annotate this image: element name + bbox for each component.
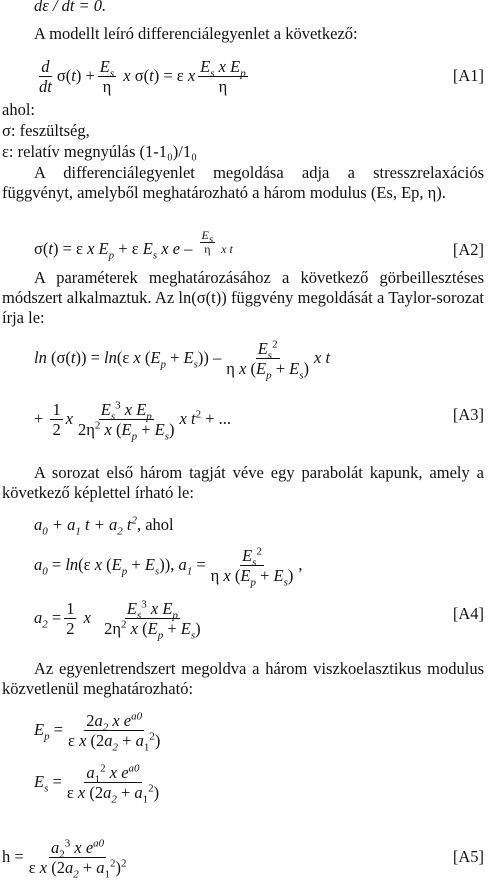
equation-a2: σ(t) = ε x $E_p + \varepsilon$ $E_s$ x e – $\frac{E_s}{\eta}$ x t [34,227,233,262]
paragraph-2: A differenciálegyenlet megoldása adja a stresszrelaxációs függvényt, amelyből meghatározható a három modulus (Es, Ep, η). [2,163,484,202]
equation-h-lhs: h = [2,847,24,866]
equation-a1: $\frac{d}{dt}$ σ(t) + $\frac{E_s}{\eta}$ x σ(t) = ε x $\frac{E_s x E_p}{\eta}$ [39,56,246,96]
equation-a3-line2: + $\frac{1}{2}$ x $\frac{E_s^3 x E_p}{2\eta^2 x (E_p + E_s)}$ x $t^2$ + ... [34,399,231,442]
equation-a4-line3: $a_2$ = $\frac{1}{2}$ x $\frac{E_s^3 x E_p}{2\eta^2 x (E_p + E_s)}$ [34,598,201,641]
paragraph-3: A paraméterek meghatározásához a következő görbeillesztéses módszert alkalmaztuk. Az ln(σ(t)) függvény megoldását a Taylor-sorozat írja le: [2,268,484,327]
text-line-0: dε / dt = 0. [34,0,107,15]
equation-a3-line1: ln (σ(t)) = ln(ε x $(E_p + E_s)$) – $\frac{E_s^2}{\eta x (E_p + E_s)}$ x t [34,338,331,381]
equation-h: h = $\frac{a_2^3 x e^{a0}}{\varepsilon x (2a_2 + a_1^2)^2}$ [2,837,127,880]
equation-a4-line2: $a_0 = \ln(\varepsilon$ x $(E_p + E_s)$), $a_1$ = $\frac{E_s^2}{\eta x (E_p + E_s)}$ , [34,545,303,588]
where-label-2: , ahol [136,515,174,534]
paragraph-5: Az egyenletrendszert megoldva a három viszkoelasztikus modulus közvetlenül meghatározható: [2,659,484,698]
equation-number-a3: [A3] [452,405,484,424]
equation-number-a4: [A4] [452,604,484,623]
paragraph-1: A modellt leíró differenciálegyenlet a következő: [34,24,358,43]
definition-sigma: σ: feszültség, [2,121,90,140]
where-label: ahol: [2,100,35,119]
equation-ep: $E_p$ = $\frac{2a_2 x e^{a0}}{\varepsilon x (2a_2 + a_1^2)}$ [34,710,161,753]
paragraph-4: A sorozat első három tagját véve egy parabolát kapunk, amely a következő képlettel írható le: [2,463,484,502]
definition-epsilon: ε: relatív megnyúlás (1-1₀)/1₀ [2,142,197,161]
equation-number-a2: [A2] [452,240,484,259]
equation-number-a5: [A5] [452,847,484,866]
equation-es: $E_s$ = $\frac{a_1^2 x e^{a0}}{\varepsilon x (2a_2 + a_1^2)}$ [34,762,160,805]
equation-a4-line1: $a_0 + a_1$ $t + a_2$ $t^2$, ahol [34,514,174,538]
equation-number-a1: [A1] [452,66,484,85]
